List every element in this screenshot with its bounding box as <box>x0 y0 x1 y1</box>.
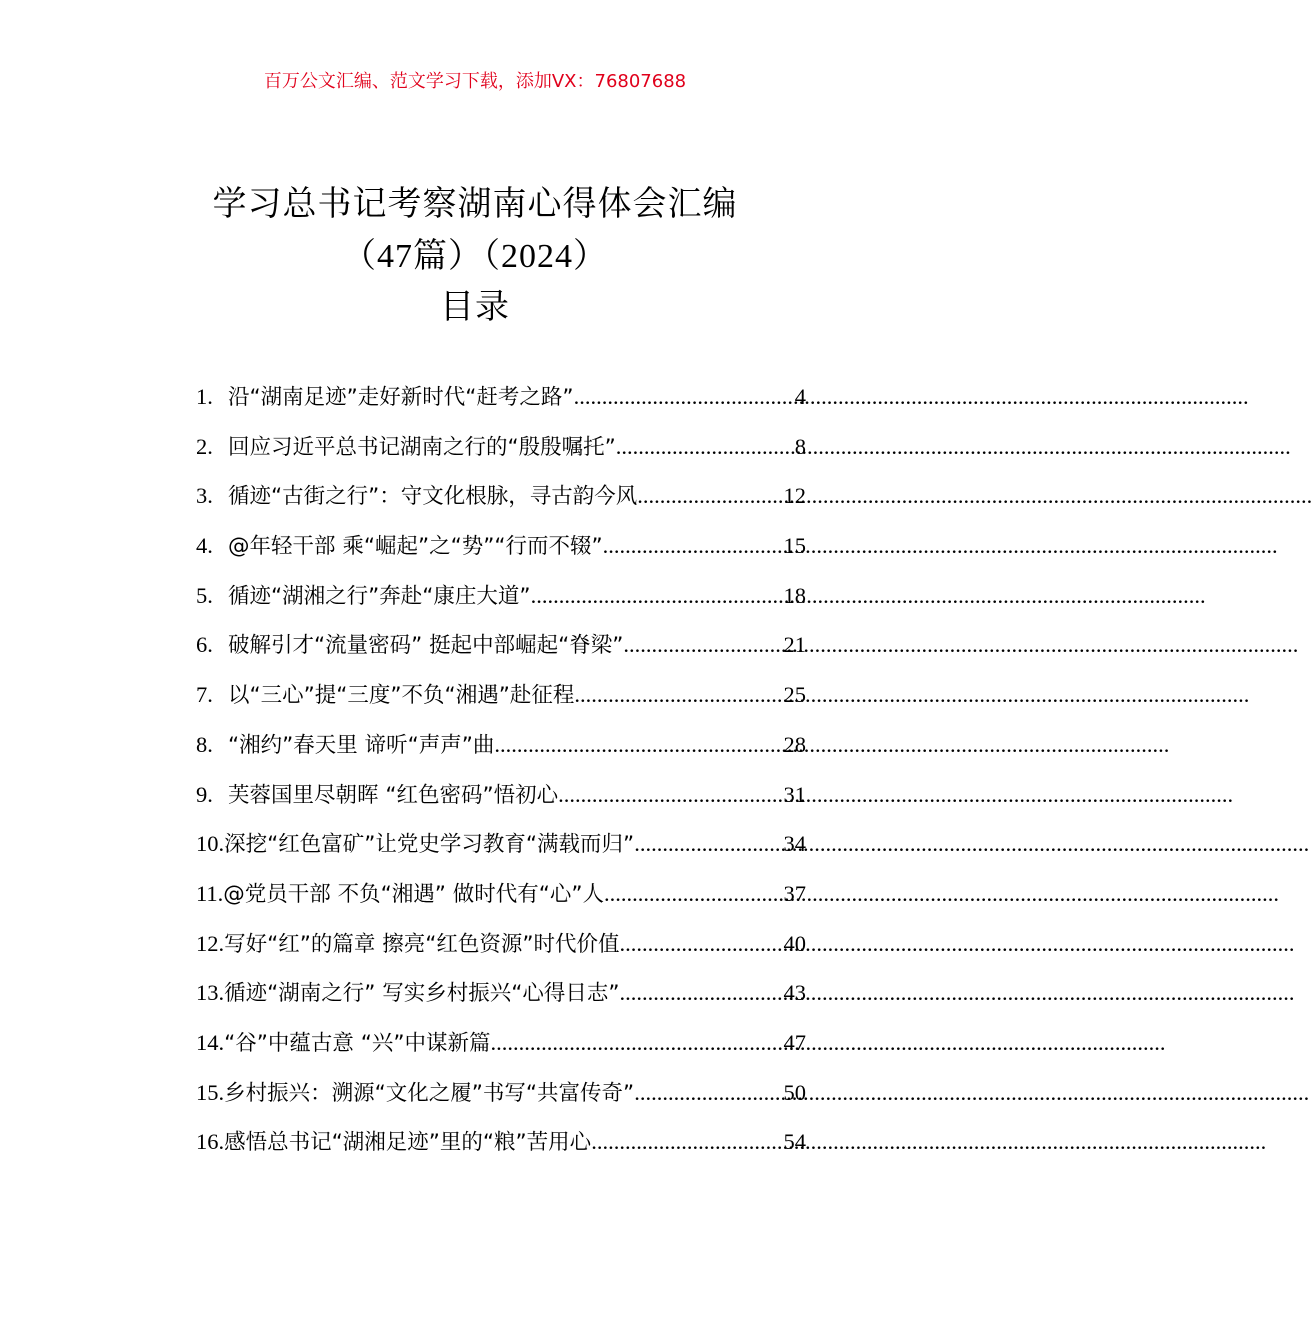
toc-leader-dots <box>620 931 784 957</box>
subtitle-open-paren: （ <box>342 236 377 276</box>
toc-entry[interactable] <box>196 430 806 480</box>
toc-leader-dots <box>574 682 783 708</box>
toc-entry-number: 8. <box>196 731 213 757</box>
toc-entry-number: 11. <box>196 880 224 906</box>
toc-entry-page: 15 <box>783 533 806 559</box>
toc-leader-dots <box>603 533 784 559</box>
toc-entry-number: 4. <box>196 533 213 559</box>
toc-entry-page: 18 <box>783 582 806 608</box>
toc-entry[interactable] <box>196 380 806 430</box>
toc-leader-dots <box>604 881 783 907</box>
toc-entry-page: 50 <box>783 1079 806 1105</box>
toc-entry-title: 破解引才“流量密码” 挺起中部崛起“脊梁” <box>228 633 624 659</box>
toc-entry-number: 1. <box>196 384 213 409</box>
toc-leader-dots <box>558 782 783 808</box>
toc-entry-number: 16. <box>196 1129 225 1155</box>
toc-entry-number: 7. <box>196 682 213 708</box>
toc-entry-title: 深挖“红色富矿”让党史学习教育“满载而归” <box>224 832 635 858</box>
toc-leader-dots <box>634 1080 783 1106</box>
toc-entry[interactable] <box>196 728 806 778</box>
toc-entry-number: 14. <box>196 1029 225 1055</box>
toc-entry-page: 47 <box>783 1029 806 1055</box>
toc-entry[interactable] <box>196 1076 806 1126</box>
header-promo-note: 百万公文汇编、范文学习下载，添加VX：76807688 <box>263 71 687 92</box>
toc-entry[interactable] <box>196 778 806 828</box>
toc-leader-dots <box>616 434 795 460</box>
toc-entry-number: 5. <box>196 582 213 608</box>
toc-heading: 目录 <box>440 287 510 327</box>
toc-entry[interactable] <box>196 877 806 927</box>
toc-entry-title: 循迹“湖湘之行”奔赴“康庄大道” <box>228 583 531 609</box>
toc-entry[interactable] <box>196 927 806 977</box>
toc-entry-title: 写好“红”的篇章 擦亮“红色资源”时代价值 <box>224 931 620 957</box>
toc-entry-title: @党员干部 不负“湘遇” 做时代有“心”人 <box>223 881 605 907</box>
toc-leader-dots <box>494 732 783 758</box>
toc-entry-title: “湘约”春天里 谛听“声声”曲 <box>228 732 495 758</box>
toc-entry[interactable] <box>196 976 806 1026</box>
toc-entry-page: 37 <box>783 880 806 906</box>
toc-entry-title: 回应习近平总书记湖南之行的“殷殷嘱托” <box>228 434 616 460</box>
toc-entry-page: 31 <box>783 781 806 807</box>
toc-entry-title: 沿“湖南足迹”走好新时代“赶考之路” <box>228 385 574 410</box>
toc-entry[interactable] <box>196 1026 806 1076</box>
toc-entry-page: 12 <box>783 483 806 509</box>
toc-entry[interactable] <box>196 628 806 678</box>
toc-leader-dots <box>634 831 783 857</box>
toc-leader-dots <box>574 384 795 410</box>
toc-entry-number: 15. <box>196 1079 225 1105</box>
toc-entry-title: 循迹“古街之行”：守文化根脉，寻古韵今风 <box>228 484 638 510</box>
subtitle-count: 47 <box>377 238 413 275</box>
toc-entry-page: 43 <box>783 980 806 1006</box>
toc-entry[interactable] <box>196 479 806 529</box>
toc-leader-dots <box>531 583 784 609</box>
document-title-block <box>0 178 950 333</box>
toc-leader-dots <box>623 632 783 658</box>
toc-entry-title: 循迹“湖南之行” 写实乡村振兴“心得日志” <box>224 981 620 1007</box>
toc-entry-number: 2. <box>196 433 213 459</box>
toc-leader-dots <box>620 980 784 1006</box>
toc-leader-dots <box>591 1129 783 1155</box>
document-title: 学习总书记考察湖南心得体会汇编 <box>212 184 738 224</box>
toc-entry-page: 21 <box>783 632 806 658</box>
toc-entry-number: 6. <box>196 632 213 658</box>
toc-entry-page: 34 <box>783 831 806 857</box>
toc-entry-number: 10. <box>196 831 225 857</box>
toc-entry-page: 8 <box>794 433 806 459</box>
toc-entry-number: 13. <box>196 980 225 1006</box>
toc-entry[interactable] <box>196 579 806 629</box>
toc-entry-page: 40 <box>783 930 806 956</box>
table-of-contents <box>196 380 806 1175</box>
toc-entry-title: 以“三心”提“三度”不负“湘遇”赴征程 <box>228 683 575 709</box>
toc-entry[interactable] <box>196 529 806 579</box>
toc-entry-title: 芙蓉国里尽朝晖 “红色密码”悟初心 <box>228 782 559 808</box>
toc-entry-number: 12. <box>196 930 225 956</box>
toc-leader-dots <box>491 1030 784 1056</box>
toc-entry-page: 54 <box>783 1129 806 1155</box>
toc-entry-title: @年轻干部 乘“崛起”之“势”“行而不辍” <box>228 534 603 560</box>
toc-entry[interactable] <box>196 1125 806 1175</box>
toc-entry-title: “谷”中蕴古意 “兴”中谋新篇 <box>224 1030 491 1056</box>
toc-leader-dots <box>637 483 783 509</box>
subtitle-year: 2024 <box>501 238 573 275</box>
toc-entry-title: 感悟总书记“湖湘足迹”里的“粮”苦用心 <box>224 1130 592 1156</box>
toc-entry-page: 25 <box>783 682 806 708</box>
toc-entry[interactable] <box>196 678 806 728</box>
toc-entry-number: 3. <box>196 483 213 509</box>
toc-entry-page: 28 <box>783 731 806 757</box>
toc-entry-number: 9. <box>196 781 213 807</box>
subtitle-close-paren: ） <box>573 236 608 276</box>
toc-entry[interactable] <box>196 827 806 877</box>
toc-entry-page: 4 <box>794 384 806 409</box>
document-subtitle <box>0 230 950 283</box>
subtitle-unit: 篇）（ <box>413 236 501 276</box>
toc-entry-title: 乡村振兴：溯源“文化之履”书写“共富传奇” <box>224 1080 635 1106</box>
